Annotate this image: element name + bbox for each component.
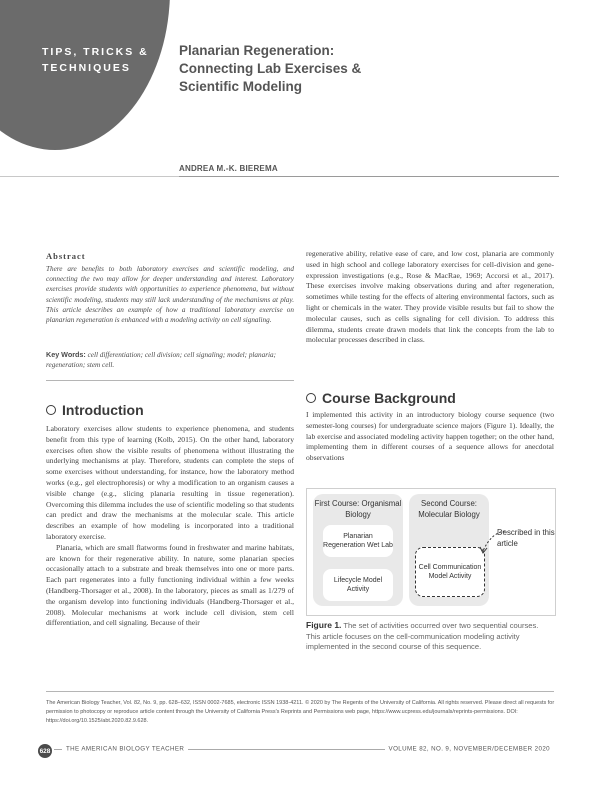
circle-bullet-icon [306,393,316,403]
figure-annotation: Described in this article [497,528,555,548]
keywords-label: Key Words: [46,350,86,359]
section-heading-text: Introduction [62,402,144,418]
introduction-heading [46,402,144,418]
keywords [46,350,294,370]
divider [179,176,559,177]
abstract-text: There are benefits to both laboratory exercises and scientific modeling, and connecting the two may allow for deeper understanding and interest. Laboratory exercises provide students with opportunities to experience phenomena, but without scientific modeling, students may still lack understanding of the mechanisms at play. This article describes an example of how a traditional laboratory exercise on planarian regeneration is enhanced with a modeling activity on cell signaling. [46,265,294,325]
cell-communication-box: Cell Communication Model Activity [415,547,485,597]
circle-bullet-icon [46,405,56,415]
introduction-body [46,424,294,629]
second-course-title: Second Course: Molecular Biology [418,499,480,519]
lifecycle-model-box: Lifecycle Model Activity [323,569,393,601]
divider [0,176,179,177]
divider [46,691,554,692]
paragraph: Laboratory exercises allow students to experience phenomena, and students benefit from this type of learning (Kolb, 2015). On the other hand, laboratory exercises often show the visible results of phenomena without illustrating the underlying mechanisms at play. Therefore, students can complete the steps of some exercises without understanding, for instance, how the laboratory method works (e.g., gel electrophoresis) or why a modification to an organism causes a visible change (e.g., slicing planaria resulting in tissue regeneration). Overcoming this dilemma includes the use of scientific modeling so that students can predict and draw the mechanisms at the molecular scale. This article describes an example of how modeling is incorporated into a traditional laboratory exercise. [46,424,294,541]
citation-footnote: The American Biology Teacher, Vol. 82, No. 9, pp. 628–632, ISSN 0002-7685, electronic ISSN 1938-4211. © 2020 by The Regents of the University of California. All rights reserved. Please direct all requests for permission to photocopy or reproduce article content through the University of California Press's Reprints and Permissions web page, https://www.ucpress.edu/journals/reprints-permissions. DOI: https://doi.org/10.1525/abt.2020.82.9.628. [46,700,555,724]
paragraph: I implemented this activity in an introductory biology course sequence (two semester-long courses) for undergraduate science majors (Figure 1). Ideally, the lab exercise and associated modeling activity happen together; on the other hand, implementing them in different courses of a sequence allows for anecdotal observations [306,410,554,463]
article-title: Planarian Regeneration: Connecting Lab Exercises & Scientific Modeling [179,43,362,94]
page-number: 628 [38,744,52,758]
caption-text: The set of activities occurred over two sequential courses. This article focuses on the cell-communication modeling activity implemented in the second course of this sequence. [306,621,539,651]
volume-info: VOLUME 82, NO. 9, NOVEMBER/DECEMBER 2020 [385,746,554,753]
abstract [46,251,294,351]
section-heading-text: Course Background [322,390,456,406]
journal-name: THE AMERICAN BIOLOGY TEACHER [62,746,188,753]
wet-lab-box: Planarian Regeneration Wet Lab [323,525,393,557]
caption-label: Figure 1. [306,620,342,630]
column-2-body [306,249,554,346]
paragraph: Planaria, which are small flatworms found in freshwater and marine habitats, are known for their regenerative ability. In nature, some planarian species occasionally attach to a substrate and break themselves into one or more parts. Each part regenerates into a fully functioning individual within a few weeks (Handberg-Thorsager et al., 2008). In the laboratory, pieces as small as 1/279 of the organism develop into functioning individuals (Handberg-Thorsager et al., 2008). Molecular mechanisms at work include cell division, stem cell differentiation, and cell signaling. Because of their [46,542,294,628]
abstract-heading: Abstract [46,251,86,261]
paragraph: regenerative ability, relative ease of care, and low cost, planaria are commonly used in high school and college laboratory exercises for cell-division and gene-expression investigations (e.g., Rose & MacRae, 1969; Accorsi et al., 2017). These exercises involve making observations during and after regeneration, sometimes while testing for the effects of altering environmental factors, such as light or chemicals in the water. They provide visible results but fail to show the molecular causes, such as cells signaling for cell division. To address this dilemma, students create drawn models that link the concepts from the lab to molecular processes described in class. [306,249,554,345]
course-background-body [306,410,554,464]
section-tag: TIPS, TRICKS & TECHNIQUES [42,46,149,74]
course-background-heading [306,390,456,406]
author-name: ANDREA M.-K. BIEREMA [179,164,278,173]
figure-caption [306,620,554,653]
divider [46,380,294,381]
first-course-title: First Course: Organismal Biology [314,499,402,519]
keywords-text: cell differentiation; cell division; cell signaling; model; planaria; regeneration; stem cell. [46,351,276,369]
figure-1 [306,488,556,616]
